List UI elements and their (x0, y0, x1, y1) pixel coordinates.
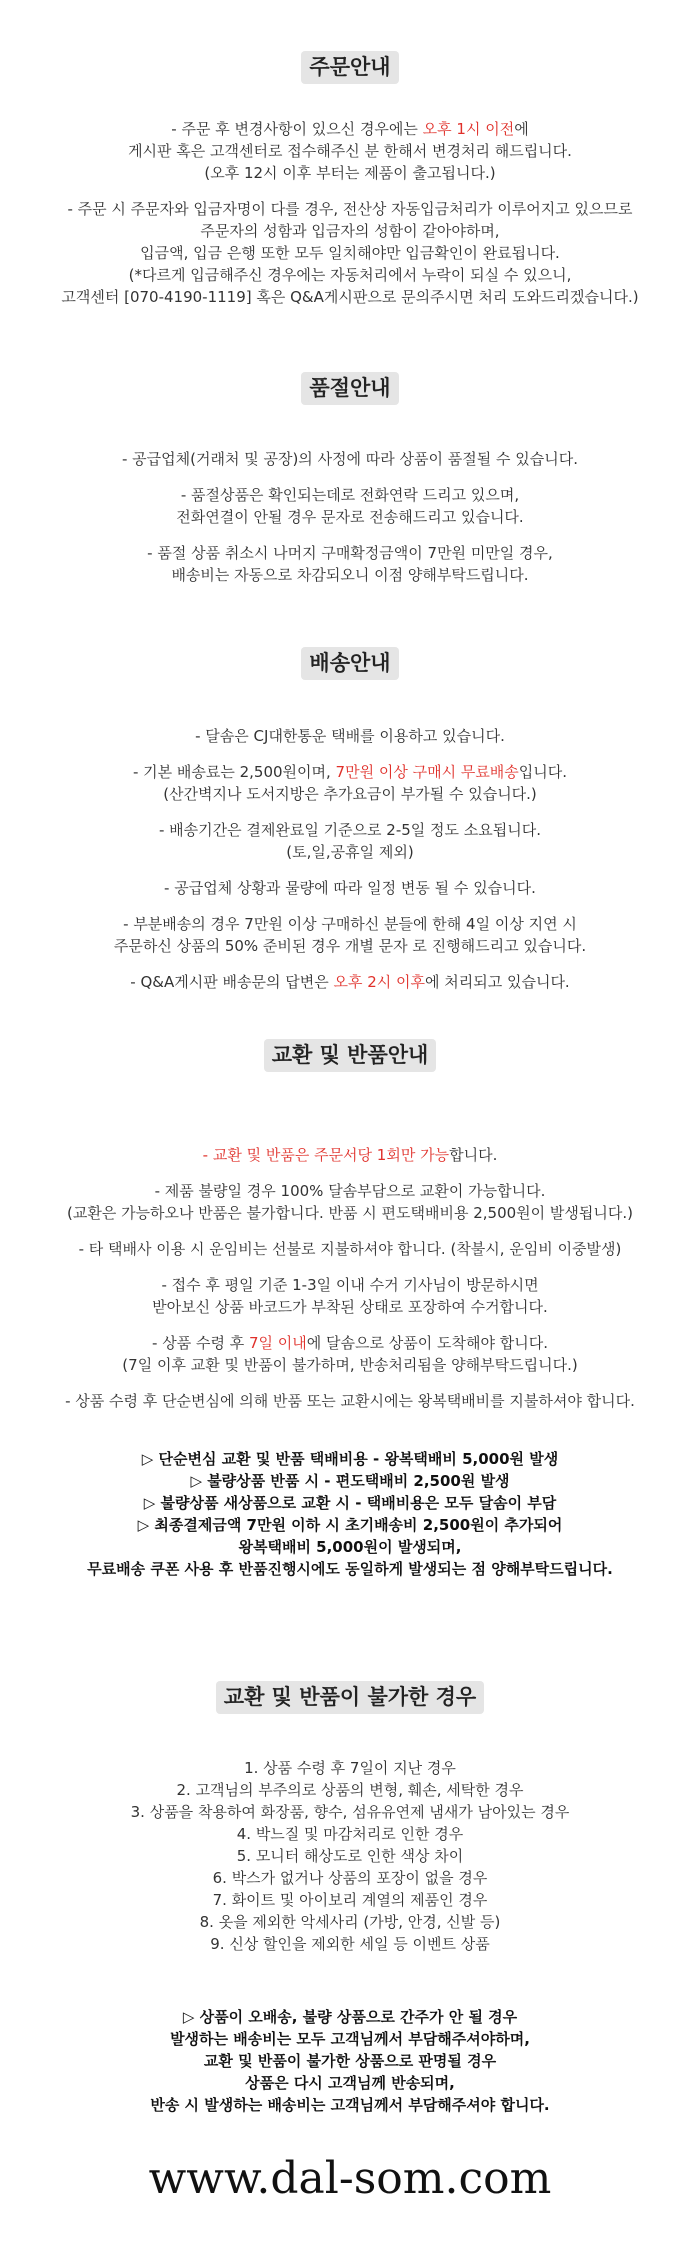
returns-line-3: (교환은 가능하오나 반품은 불가합니다. 반품 시 편도택배비용 2,500원이 발생됩니다.) (66, 1204, 633, 1222)
shipping-heading: 배송안내 (301, 647, 398, 680)
shipping-line-8: 주문하신 상품의 50% 준비된 경우 개별 문자 로 진행해드리고 있습니다. (113, 937, 587, 955)
shipping-content (0, 725, 700, 993)
returns-bullet-4: ▷ 최종결제금액 7만원 이하 시 초기배송비 2,500원이 추가되어 (137, 1516, 563, 1534)
noreturn-note-1: ▷ 상품이 오배송, 불량 상품으로 간주가 안 될 경우 (182, 2008, 518, 2026)
noreturn-note-3: 교환 및 반품이 불가한 상품으로 판명될 경우 (203, 2052, 497, 2070)
soldout-line-5: 배송비는 자동으로 차감되오니 이점 양해부탁드립니다. (171, 566, 529, 584)
order-line-7: (*다르게 입금해주신 경우에는 자동처리에서 누락이 되실 수 있으니, (128, 266, 572, 284)
noreturn-section (0, 1681, 700, 1714)
returns-bullet-6: 무료배송 쿠폰 사용 후 반품진행시에도 동일하게 발생되는 점 양해부탁드립니다. (87, 1560, 613, 1578)
noreturn-note-2: 발생하는 배송비는 모두 고객님께서 부담해주셔야하며, (170, 2030, 530, 2048)
shipping-line-3: (산간벽지나 도서지방은 추가요금이 부가될 수 있습니다.) (163, 785, 537, 803)
returns-section (0, 1039, 700, 1072)
order-heading: 주문안내 (301, 51, 398, 84)
shipping-line-1: - 달솜은 CJ대한통운 택배를 이용하고 있습니다. (195, 727, 505, 745)
noreturn-item: 7. 화이트 및 아이보리 계열의 제품인 경우 (212, 1891, 488, 1909)
returns-line-8: (7일 이후 교환 및 반품이 불가하며, 반송처리됨을 양해부탁드립니다.) (122, 1356, 578, 1374)
shipping-line-6: - 공급업체 상황과 물량에 따라 일정 변동 될 수 있습니다. (164, 879, 536, 897)
noreturn-note-5: 반송 시 발생하는 배송비는 고객님께서 부담해주셔야 합니다. (150, 2096, 550, 2114)
soldout-line-2: - 품절상품은 확인되는데로 전화연락 드리고 있으며, (180, 486, 520, 504)
returns-line-2: - 제품 불량일 경우 100% 달솜부담으로 교환이 가능합니다. (154, 1182, 546, 1200)
noreturn-item: 9. 신상 할인을 제외한 세일 등 이벤트 상품 (210, 1935, 490, 1953)
returns-line-1: - 교환 및 반품은 주문서당 1회만 가능합니다. (202, 1146, 498, 1164)
noreturn-item: 3. 상품을 착용하여 화장품, 향수, 섬유유연제 냄새가 남아있는 경우 (130, 1803, 570, 1821)
order-line-3: (오후 12시 이후 부터는 제품이 출고됩니다.) (204, 164, 496, 182)
order-line-2: 게시판 혹은 고객센터로 접수해주신 분 한해서 변경처리 해드립니다. (128, 142, 572, 160)
order-line-8: 고객센터 [070-4190-1119] 혹은 Q&A게시판으로 문의주시면 처리 도와드리겠습니다.) (61, 288, 639, 306)
returns-line-6: 받아보신 상품 바코드가 부착된 상태로 포장하여 수거합니다. (152, 1298, 548, 1316)
returns-bullet-5: 왕복택배비 5,000원이 발생되며, (238, 1538, 462, 1556)
free-shipping-highlight: 7만원 이상 구매시 무료배송 (335, 763, 519, 781)
soldout-section (0, 372, 700, 405)
noreturn-item: 8. 옷을 제외한 악세사리 (가방, 안경, 신발 등) (199, 1913, 501, 1931)
return-once-highlight: - 교환 및 반품은 주문서당 1회만 가능 (202, 1146, 450, 1164)
seven-days-highlight: 7일 이내 (248, 1334, 307, 1352)
returns-line-7: - 상품 수령 후 7일 이내에 달솜으로 상품이 도착해야 합니다. (152, 1334, 548, 1352)
order-line-1: - 주문 후 변경사항이 있으신 경우에는 오후 1시 이전에 (171, 120, 529, 138)
order-deadline-highlight: 오후 1시 이전 (422, 120, 515, 138)
noreturn-notes (0, 2006, 700, 2116)
noreturn-item: 4. 박느질 및 마감처리로 인한 경우 (236, 1825, 464, 1843)
returns-bullet-1: ▷ 단순변심 교환 및 반품 택배비용 - 왕복택배비 5,000원 발생 (141, 1450, 559, 1468)
order-section (0, 51, 700, 84)
site-url: www.dal-som.com (148, 2153, 552, 2204)
noreturn-list (0, 1757, 700, 1955)
order-line-4: - 주문 시 주문자와 입금자명이 다를 경우, 전산상 자동입금처리가 이루어지고 있으므로 (67, 200, 633, 218)
returns-heading: 교환 및 반품안내 (264, 1039, 437, 1072)
shipping-line-9: - Q&A게시판 배송문의 답변은 오후 2시 이후에 처리되고 있습니다. (130, 973, 570, 991)
soldout-line-1: - 공급업체(거래처 및 공장)의 사정에 따라 상품이 품절될 수 있습니다. (121, 450, 579, 468)
noreturn-item: 1. 상품 수령 후 7일이 지난 경우 (244, 1759, 456, 1777)
noreturn-heading: 교환 및 반품이 불가한 경우 (216, 1681, 484, 1714)
order-line-5: 주문자의 성함과 입금자의 성함이 같아야하며, (200, 222, 500, 240)
returns-bullet-2: ▷ 불량상품 반품 시 - 편도택배비 2,500원 발생 (190, 1472, 510, 1490)
noreturn-item: 6. 박스가 없거나 상품의 포장이 없을 경우 (212, 1869, 488, 1887)
returns-bullet-3: ▷ 불량상품 새상품으로 교환 시 - 택배비용은 모두 달솜이 부담 (143, 1494, 557, 1512)
shipping-section (0, 647, 700, 680)
soldout-line-4: - 품절 상품 취소시 나머지 구매확정금액이 7만원 미만일 경우, (147, 544, 553, 562)
shipping-line-5: (토,일,공휴일 제외) (286, 843, 414, 861)
order-content (0, 118, 700, 308)
qna-time-highlight: 오후 2시 이후 (333, 973, 425, 991)
soldout-heading: 품절안내 (301, 372, 398, 405)
order-line-6: 입금액, 입금 은행 또한 모두 일치해야만 입금확인이 완료됩니다. (140, 244, 560, 262)
noreturn-note-4: 상품은 다시 고객님께 반송되며, (245, 2074, 455, 2092)
soldout-content (0, 448, 700, 586)
shipping-line-2: - 기본 배송료는 2,500원이며, 7만원 이상 구매시 무료배송입니다. (132, 763, 568, 781)
soldout-line-3: 전화연결이 안될 경우 문자로 전송해드리고 있습니다. (176, 508, 524, 526)
shipping-line-7: - 부분배송의 경우 7만원 이상 구매하신 분들에 한해 4일 이상 지연 시 (123, 915, 577, 933)
returns-line-4: - 타 택배사 이용 시 운임비는 선불로 지불하셔야 합니다. (착불시, 운임비 이중발생) (78, 1240, 622, 1258)
noreturn-item: 5. 모니터 해상도로 인한 색상 차이 (236, 1847, 464, 1865)
shipping-line-4: - 배송기간은 결제완료일 기준으로 2-5일 정도 소요됩니다. (158, 821, 542, 839)
returns-content (0, 1144, 700, 1580)
returns-line-9: - 상품 수령 후 단순변심에 의해 반품 또는 교환시에는 왕복택배비를 지불하셔야 합니다. (65, 1392, 635, 1410)
noreturn-item: 2. 고객님의 부주의로 상품의 변형, 훼손, 세탁한 경우 (176, 1781, 524, 1799)
returns-line-5: - 접수 후 평일 기준 1-3일 이내 수거 기사님이 방문하시면 (161, 1276, 539, 1294)
